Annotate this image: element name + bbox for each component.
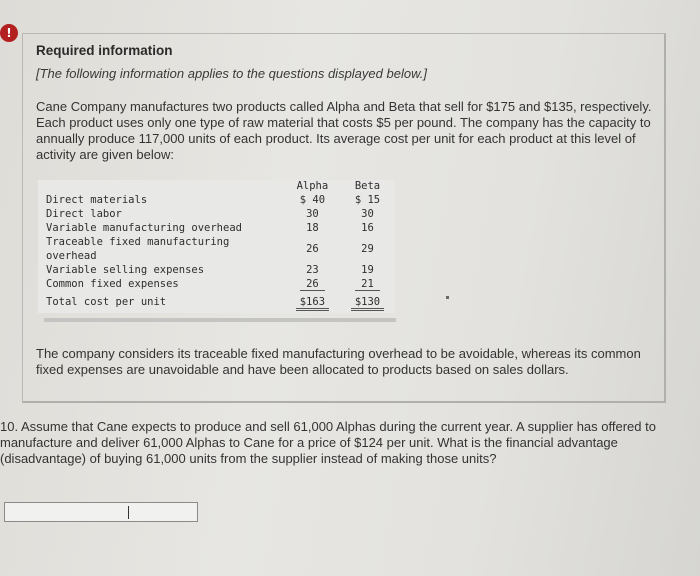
total-alpha-cell: [285, 291, 340, 313]
question-text: 10. Assume that Cane expects to produce and sell 61,000 Alphas during the current year. A supplier has offered to manufacture and deliver 61,000 Alphas to Cane for a price of $124 per unit. What is the financial advantage (disadvantage) of buying 61,000 units from the supplier instead of making those units?: [0, 419, 656, 466]
cost-per-unit-table: [38, 180, 395, 313]
table-header-row: [38, 180, 395, 193]
row-label: Common fixed expenses: [46, 278, 179, 290]
row-label: Variable manufacturing overhead: [46, 222, 242, 234]
row-label: Traceable fixed manufacturing overhead: [46, 236, 230, 262]
answer-input[interactable]: [4, 502, 198, 522]
beta-value: 30: [361, 208, 374, 220]
total-beta-value: $130: [351, 296, 384, 311]
header-alpha: Alpha: [296, 180, 329, 192]
table-divider: [44, 318, 396, 322]
beta-value: 19: [361, 264, 374, 276]
stray-mark: [446, 296, 449, 299]
row-label: Direct materials: [46, 194, 148, 206]
alpha-value: 18: [306, 222, 319, 234]
beta-value: 16: [361, 222, 374, 234]
total-label: Total cost per unit: [46, 296, 167, 308]
alpha-value: $ 40: [299, 194, 326, 206]
beta-value: 21: [355, 278, 380, 291]
alpha-value: 30: [306, 208, 319, 220]
total-alpha-value: $163: [296, 296, 329, 311]
alpha-value: 26: [306, 243, 319, 255]
table-row: [38, 277, 395, 291]
header-blank: [38, 180, 285, 193]
alpha-value: 23: [306, 264, 319, 276]
alert-icon: !: [0, 24, 18, 42]
table-row: [38, 207, 395, 221]
table-total-row: [38, 291, 395, 313]
total-beta-cell: [340, 291, 395, 313]
beta-value: 29: [361, 243, 374, 255]
beta-value-cell: [340, 277, 395, 291]
required-information-title: Required information: [36, 43, 173, 58]
alpha-value-cell: [285, 277, 340, 291]
table-row: [38, 235, 395, 263]
table-row: [38, 263, 395, 277]
table-row: [38, 221, 395, 235]
text-cursor: [128, 506, 129, 519]
row-label: Variable selling expenses: [46, 264, 205, 276]
alpha-value: 26: [300, 278, 325, 291]
row-label: Direct labor: [46, 208, 122, 220]
header-beta: Beta: [354, 180, 381, 192]
problem-description: Cane Company manufactures two products called Alpha and Beta that sell for $175 and $135, respectively. Each product uses only one type of raw material that costs $5 per pound. The company has the capacity to annually produce 117,000 units of each product. Its average cost per unit for each product at this level of activity are given below:: [36, 99, 652, 162]
avoidability-note: The company considers its traceable fixed manufacturing overhead to be avoidable, whereas its common fixed expenses are unavoidable and have been allocated to products based on sales dollars.: [36, 346, 641, 377]
table-row: [38, 193, 395, 207]
beta-value: $ 15: [354, 194, 381, 206]
required-information-subtitle: [The following information applies to the questions displayed below.]: [36, 66, 427, 81]
